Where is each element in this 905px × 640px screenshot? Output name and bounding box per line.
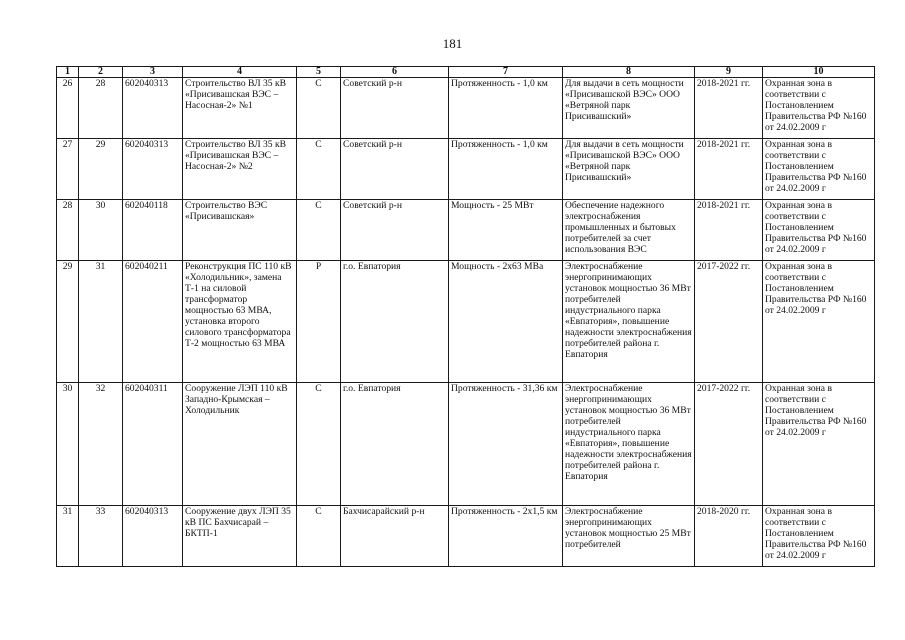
table-row <box>57 506 875 567</box>
object-name: Реконструкция ПС 110 кВ «Холодильник», замена Т-1 на силовой трансформатор мощностью 63 МВА, установка второго силового трансформатора Т-2 мощностью 63 МВА <box>183 261 297 383</box>
location: Бахчисарайский р-н <box>341 506 449 567</box>
parameters: Мощность - 2х63 МВа <box>449 261 563 383</box>
page-number: 181 <box>442 36 463 51</box>
object-code: 602040313 <box>123 506 183 567</box>
period: 2018-2020 гг. <box>695 506 763 567</box>
purpose: Для выдачи в сеть мощности «Присивашской ВЭС» ООО «Ветряной парк Присивашский» <box>563 78 695 139</box>
status-code: С <box>297 139 341 200</box>
column-header: 6 <box>341 67 449 78</box>
protection-zone: Охранная зона в соответствии с Постановлением Правительства РФ №160 от 24.02.2009 г <box>763 506 875 567</box>
parameters: Протяженность - 1,0 км <box>449 78 563 139</box>
protection-zone: Охранная зона в соответствии с Постановлением Правительства РФ №160 от 24.02.2009 г <box>763 78 875 139</box>
parameters: Протяженность - 31,36 км <box>449 383 563 506</box>
period: 2017-2022 гг. <box>695 383 763 506</box>
row-number: 28 <box>57 200 79 261</box>
object-name: Сооружение двух ЛЭП 35 кВ ПС Бахчисарай – БКТП-1 <box>183 506 297 567</box>
row-number: 29 <box>57 261 79 383</box>
purpose: Обеспечение надежного электроснабжения промышленных и бытовых потребителей за счет использования ВЭС <box>563 200 695 261</box>
protection-zone: Охранная зона в соответствии с Постановлением Правительства РФ №160 от 24.02.2009 г <box>763 261 875 383</box>
object-code: 602040313 <box>123 78 183 139</box>
column-header: 3 <box>123 67 183 78</box>
object-name: Сооружение ЛЭП 110 кВ Западно-Крымская – Холодильник <box>183 383 297 506</box>
column-header: 9 <box>695 67 763 78</box>
table-header-row <box>57 67 875 78</box>
parameters: Мощность - 25 МВт <box>449 200 563 261</box>
object-name: Строительство ВЛ 35 кВ «Присивашская ВЭС – Насосная-2» №1 <box>183 78 297 139</box>
period: 2018-2021 гг. <box>695 200 763 261</box>
protection-zone: Охранная зона в соответствии с Постановлением Правительства РФ №160 от 24.02.2009 г <box>763 383 875 506</box>
item-number: 29 <box>79 139 123 200</box>
object-code: 602040311 <box>123 383 183 506</box>
column-header: 1 <box>57 67 79 78</box>
status-code: С <box>297 383 341 506</box>
protection-zone: Охранная зона в соответствии с Постановлением Правительства РФ №160 от 24.02.2009 г <box>763 200 875 261</box>
purpose: Электроснабжение энергопринимающих установок мощностью 36 МВт потребителей индустриального парка «Евпатория», повышение надежности электроснабжения потребителей района г. Евпатория <box>563 261 695 383</box>
object-code: 602040118 <box>123 200 183 261</box>
object-code: 602040211 <box>123 261 183 383</box>
column-header: 4 <box>183 67 297 78</box>
status-code: С <box>297 200 341 261</box>
column-header: 2 <box>79 67 123 78</box>
purpose: Для выдачи в сеть мощности «Присивашской ВЭС» ООО «Ветряной парк Присивашский» <box>563 139 695 200</box>
table-row <box>57 383 875 506</box>
column-header: 5 <box>297 67 341 78</box>
purpose: Электроснабжение энергопринимающих установок мощностью 25 МВт потребителей <box>563 506 695 567</box>
status-code: С <box>297 506 341 567</box>
column-header: 10 <box>763 67 875 78</box>
status-code: Р <box>297 261 341 383</box>
protection-zone: Охранная зона в соответствии с Постановлением Правительства РФ №160 от 24.02.2009 г <box>763 139 875 200</box>
object-name: Строительство ВЭС «Присивашская» <box>183 200 297 261</box>
location: Советский р-н <box>341 78 449 139</box>
row-number: 26 <box>57 78 79 139</box>
row-number: 27 <box>57 139 79 200</box>
item-number: 28 <box>79 78 123 139</box>
registry-table <box>56 66 875 567</box>
row-number: 30 <box>57 383 79 506</box>
row-number: 31 <box>57 506 79 567</box>
parameters: Протяженность - 1,0 км <box>449 139 563 200</box>
purpose: Электроснабжение энергопринимающих установок мощностью 36 МВт потребителей индустриального парка «Евпатория», повышение надежности электроснабжения потребителей района г. Евпатория <box>563 383 695 506</box>
item-number: 30 <box>79 200 123 261</box>
item-number: 31 <box>79 261 123 383</box>
table-row <box>57 261 875 383</box>
status-code: С <box>297 78 341 139</box>
object-code: 602040313 <box>123 139 183 200</box>
table-row <box>57 78 875 139</box>
column-header: 8 <box>563 67 695 78</box>
table-row <box>57 200 875 261</box>
item-number: 32 <box>79 383 123 506</box>
column-header: 7 <box>449 67 563 78</box>
table-row <box>57 139 875 200</box>
location: Советский р-н <box>341 139 449 200</box>
location: г.о. Евпатория <box>341 383 449 506</box>
period: 2017-2022 гг. <box>695 261 763 383</box>
parameters: Протяженность - 2х1,5 км <box>449 506 563 567</box>
item-number: 33 <box>79 506 123 567</box>
period: 2018-2021 гг. <box>695 78 763 139</box>
location: Советский р-н <box>341 200 449 261</box>
object-name: Строительство ВЛ 35 кВ «Присивашская ВЭС – Насосная-2» №2 <box>183 139 297 200</box>
period: 2018-2021 гг. <box>695 139 763 200</box>
location: г.о. Евпатория <box>341 261 449 383</box>
